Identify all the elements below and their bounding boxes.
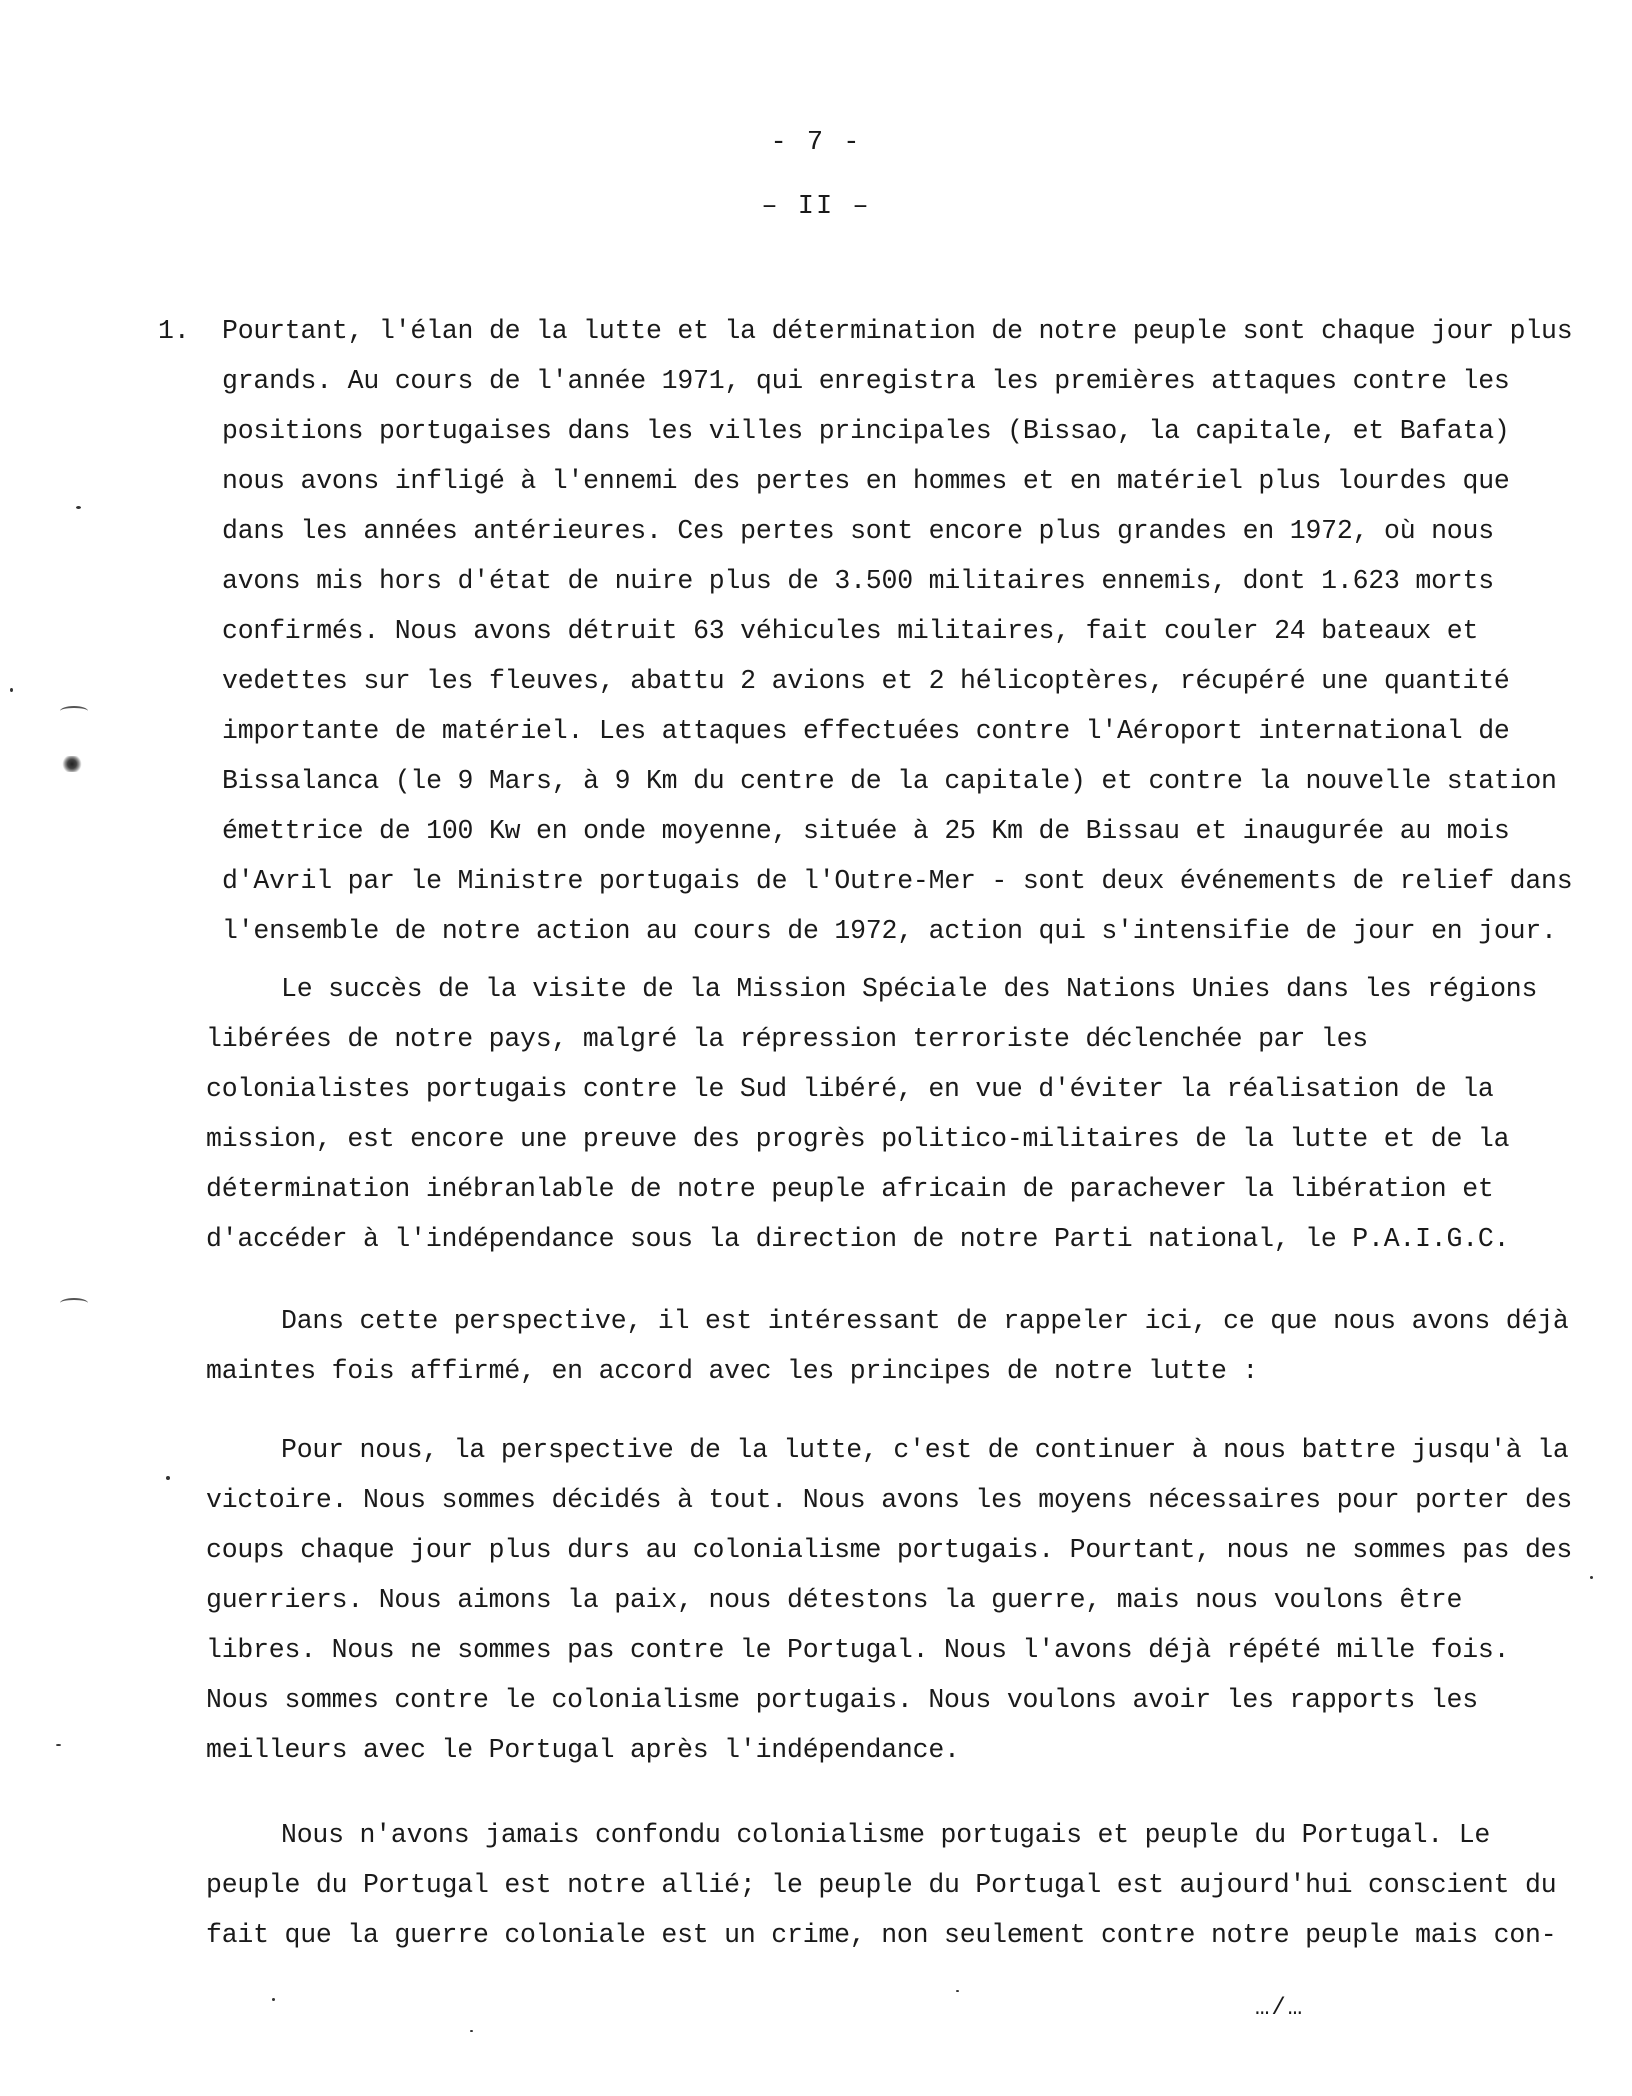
margin-mark (60, 706, 88, 716)
scan-speck (56, 1744, 61, 1746)
scan-speck (956, 1990, 959, 1992)
scan-speck (272, 1998, 275, 2001)
paragraph-4: Pour nous, la perspective de la lutte, c'est de continuer à nous battre jusqu'à la victoire. Nous sommes décidés à tout. Nous avons les moyens nécessaires pour porter des coups chaque jour plus durs au colonialisme portugais. Pourtant, nous ne sommes pas des guerriers. Nous aimons la paix, nous détestons la guerre, mais nous voulons être libres. Nous ne sommes pas contre le Portugal. Nous l'avons déjà répété mille fois. Nous sommes contre le colonialisme portugais. Nous voulons avoir les rapports les meilleurs avec le Portugal après l'indépendance. (206, 1435, 1573, 1765)
scan-speck (166, 1476, 170, 1480)
page-number: - 7 - (770, 128, 862, 158)
scan-smudge (62, 756, 82, 772)
paragraph-3: Dans cette perspective, il est intéressant de rappeler ici, ce que nous avons déjà maintes fois affirmé, en accord avec les principes de notre lutte : (206, 1306, 1569, 1386)
section-heading: – II – (761, 192, 871, 222)
item-number: 1. (158, 316, 190, 346)
paragraph-2: Le succès de la visite de la Mission Spéciale des Nations Unies dans les régions libérées de notre pays, malgré la répression terroriste déclenchée par les colonialistes portugais contre le Sud libéré, en vue d'éviter la réalisation de la mission, est encore une preuve des progrès politico-militaires de la lutte et de la détermination inébranlable de notre peuple africain de parachever la libération et d'accéder à l'indépendance sous la direction de notre Parti national, le P.A.I.G.C. (206, 974, 1538, 1254)
scan-speck (10, 688, 13, 692)
scan-speck (76, 506, 81, 509)
continuation-mark: …/… (1255, 1995, 1305, 2022)
paragraph-5: Nous n'avons jamais confondu colonialisme portugais et peuple du Portugal. Le peuple du Portugal est notre allié; le peuple du Portugal est aujourd'hui conscient du fait que la guerre coloniale est un crime, non seulement contre notre peuple mais con- (206, 1820, 1557, 1950)
scan-speck (470, 2030, 473, 2032)
paragraph-1: Pourtant, l'élan de la lutte et la détermination de notre peuple sont chaque jour plus grands. Au cours de l'année 1971, qui enregistra les premières attaques contre les positions portugaises dans les villes principales (Bissao, la capitale, et Bafata) nous avons infligé à l'ennemi des pertes en hommes et en matériel plus lourdes que dans les années antérieures. Ces pertes sont encore plus grandes en 1972, où nous avons mis hors d'état de nuire plus de 3.500 militaires ennemis, dont 1.623 morts confirmés. Nous avons détruit 63 véhicules militaires, fait couler 24 bateaux et vedettes sur les fleuves, abattu 2 avions et 2 hélicoptères, récupéré une quantité importante de matériel. Les attaques effectuées contre l'Aéroport international de Bissalanca (le 9 Mars, à 9 Km du centre de la capitale) et contre la nouvelle station émettrice de 100 Kw en onde moyenne, située à 25 Km de Bissau et inaugurée au mois d'Avril par le Ministre portugais de l'Outre-Mer - sont deux événements de relief dans l'ensemble de notre action au cours de 1972, action qui s'intensifie de jour en jour. (222, 316, 1573, 946)
scan-speck (1590, 1576, 1593, 1579)
margin-mark (60, 1298, 88, 1308)
